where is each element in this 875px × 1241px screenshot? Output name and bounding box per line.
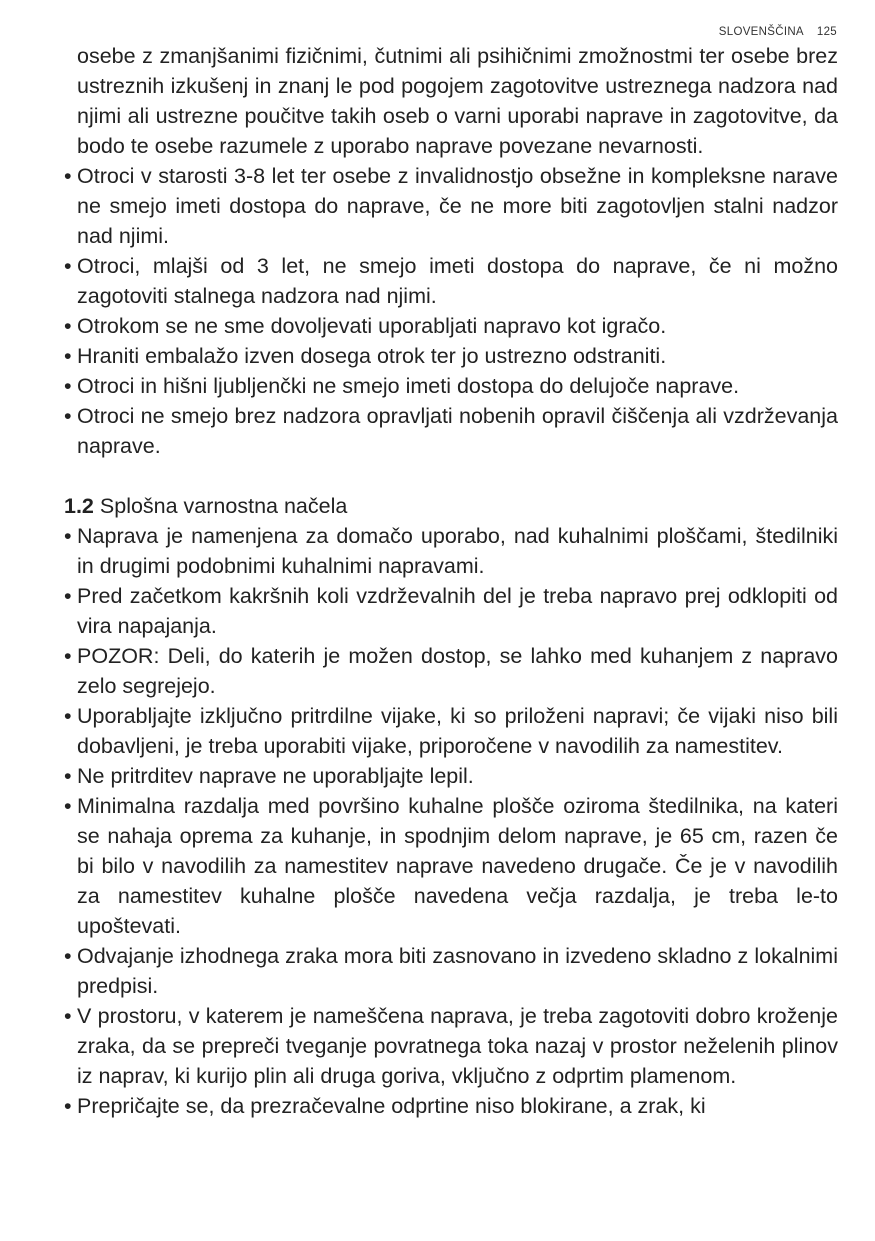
list-item: • Otrokom se ne sme dovoljevati uporabljati napravo kot igračo. <box>64 311 838 341</box>
list-item: • Pred začetkom kakršnih koli vzdrževalnih del je treba napravo prej odklopiti od vira napajanja. <box>64 581 838 641</box>
list-item: • Minimalna razdalja med površino kuhalne plošče oziroma štedilnika, na kateri se nahaja oprema za kuhanje, in spodnjim delom naprave, je 65 cm, razen če bi bilo v navodilih za namestitev naprave navedeno drugače. Če je v navodilih za namestitev kuhalne plošče navedena večja razdalja, je treba le-to upoštevati. <box>64 791 838 941</box>
document-body <box>64 41 838 1121</box>
section-heading <box>64 491 838 521</box>
list-item: • Otroci in hišni ljubljenčki ne smejo imeti dostopa do delujoče naprave. <box>64 371 838 401</box>
section-title: Splošna varnostna načela <box>99 494 348 518</box>
list-item: • Naprava je namenjena za domačo uporabo, nad kuhalnimi ploščami, štedilniki in drugimi podobnimi kuhalnimi napravami. <box>64 521 838 581</box>
list-item: • Ne pritrditev naprave ne uporabljajte lepil. <box>64 761 838 791</box>
list-item: • Otroci v starosti 3-8 let ter osebe z invalidnostjo obsežne in kompleksne narave ne smejo imeti dostopa do naprave, če ne more biti zagotovljen stalni nadzor nad njimi. <box>64 161 838 251</box>
list-item: • Otroci ne smejo brez nadzora opravljati nobenih opravil čiščenja ali vzdrževanja naprave. <box>64 401 838 461</box>
list-item: • Hraniti embalažo izven dosega otrok ter jo ustrezno odstraniti. <box>64 341 838 371</box>
list-item: • POZOR: Deli, do katerih je možen dostop, se lahko med kuhanjem z napravo zelo segrejejo. <box>64 641 838 701</box>
header-language: SLOVENŠČINA <box>718 26 804 38</box>
page-number: 125 <box>816 26 837 38</box>
list-item: • Odvajanje izhodnega zraka mora biti zasnovano in izvedeno skladno z lokalnimi predpisi. <box>64 941 838 1001</box>
list-item: • Prepričajte se, da prezračevalne odprtine niso blokirane, a zrak, ki <box>64 1091 838 1121</box>
list-item: • Uporabljajte izključno pritrdilne vijake, ki so priloženi napravi; če vijaki niso bili dobavljeni, je treba uporabiti vijake, priporočene v navodilih za namestitev. <box>64 701 838 761</box>
list-item: • V prostoru, v katerem je nameščena naprava, je treba zagotoviti dobro kroženje zraka, da se prepreči tveganje povratnega toka nazaj v prostor neželenih plinov iz naprav, ki kurijo plin ali druga goriva, vključno z odprtim plamenom. <box>64 1001 838 1091</box>
page-header <box>719 26 837 38</box>
general-safety-list <box>64 521 838 1121</box>
section-number: 1.2 <box>64 494 94 518</box>
list-item: • Otroci, mlajši od 3 let, ne smejo imeti dostopa do naprave, če ni možno zagotoviti stalnega nadzora nad njimi. <box>64 251 838 311</box>
children-safety-list <box>64 161 838 461</box>
intro-continuation-paragraph: osebe z zmanjšanimi fizičnimi, čutnimi ali psihičnimi zmožnostmi ter osebe brez ustreznih izkušenj in znanj le pod pogojem zagotovitve ustreznega nadzora nad njimi ali ustrezne poučitve takih oseb o varni uporabi naprave in zagotovitve, da bodo te osebe razumele z uporabo naprave povezane nevarnosti. <box>77 44 838 158</box>
